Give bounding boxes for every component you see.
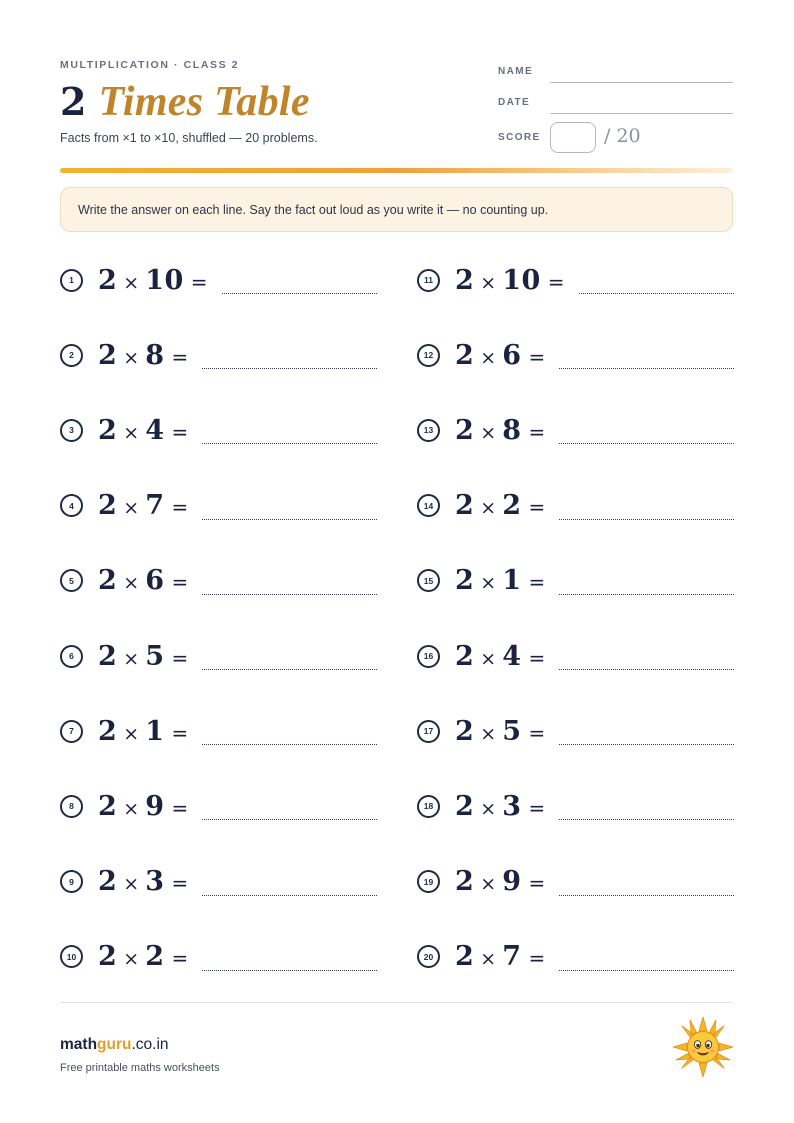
problem-number: 14 (417, 494, 440, 517)
brand-part-domain: .co.in (131, 1036, 169, 1053)
equals-sign: = (547, 269, 565, 294)
equals-sign: = (171, 946, 189, 971)
problem-item (417, 260, 734, 300)
problem-expression (455, 340, 545, 371)
problem-number: 3 (60, 419, 83, 442)
times-sign: × (480, 421, 497, 444)
answer-line[interactable] (559, 792, 734, 820)
answer-line[interactable] (202, 868, 377, 896)
score-total: / 20 (604, 125, 641, 147)
factor-b: 2 (145, 941, 165, 973)
factor-a: 2 (455, 790, 475, 822)
problem-item (60, 335, 377, 375)
times-sign: × (480, 346, 497, 369)
factor-a: 2 (98, 640, 118, 672)
factor-a: 2 (98, 339, 118, 371)
factor-b: 6 (502, 339, 522, 371)
problem-number: 18 (417, 795, 440, 818)
problem-expression (455, 941, 545, 972)
problem-number: 10 (60, 945, 83, 968)
answer-line[interactable] (559, 868, 734, 896)
answer-line[interactable] (202, 642, 377, 670)
problem-number: 12 (417, 344, 440, 367)
factor-b: 10 (502, 264, 541, 296)
factor-b: 1 (145, 715, 165, 747)
factor-a: 2 (455, 414, 475, 446)
problem-item (417, 862, 734, 902)
answer-line[interactable] (559, 642, 734, 670)
times-sign: × (123, 873, 140, 896)
equals-sign: = (171, 645, 189, 670)
date-label: DATE (498, 97, 531, 108)
problem-expression (98, 265, 208, 296)
problem-number: 6 (60, 645, 83, 668)
answer-line[interactable] (559, 717, 734, 745)
date-field[interactable] (550, 113, 733, 114)
times-sign: × (123, 572, 140, 595)
times-sign: × (123, 647, 140, 670)
factor-b: 2 (502, 490, 522, 522)
problem-number: 5 (60, 569, 83, 592)
equals-sign: = (528, 720, 546, 745)
problem-item (60, 862, 377, 902)
answer-line[interactable] (579, 266, 734, 294)
problem-expression (98, 490, 188, 521)
factor-b: 1 (502, 565, 522, 597)
factor-b: 7 (502, 941, 522, 973)
problem-item (60, 410, 377, 450)
problem-item (417, 711, 734, 751)
problem-number: 19 (417, 870, 440, 893)
answer-line[interactable] (202, 792, 377, 820)
times-sign: × (480, 647, 497, 670)
factor-b: 5 (145, 640, 165, 672)
equals-sign: = (528, 419, 546, 444)
equals-sign: = (171, 344, 189, 369)
equals-sign: = (171, 419, 189, 444)
problem-expression (455, 265, 565, 296)
times-sign: × (123, 421, 140, 444)
problem-item (417, 561, 734, 601)
factor-b: 3 (145, 866, 165, 898)
problem-number: 1 (60, 269, 83, 292)
answer-line[interactable] (559, 567, 734, 595)
equals-sign: = (528, 795, 546, 820)
factor-a: 2 (98, 715, 118, 747)
answer-line[interactable] (222, 266, 377, 294)
problem-expression (98, 641, 188, 672)
problem-item (60, 561, 377, 601)
problem-expression (455, 866, 545, 897)
problem-number: 9 (60, 870, 83, 893)
problem-number: 13 (417, 419, 440, 442)
equals-sign: = (528, 495, 546, 520)
times-sign: × (123, 497, 140, 520)
problem-expression (455, 791, 545, 822)
eyebrow-label: MULTIPLICATION · CLASS 2 (60, 59, 240, 71)
answer-line[interactable] (202, 717, 377, 745)
equals-sign: = (171, 871, 189, 896)
problem-expression (98, 716, 188, 747)
times-sign: × (480, 572, 497, 595)
title-words: Times Table (98, 79, 310, 125)
title-number: 2 (60, 79, 87, 124)
score-box[interactable] (550, 122, 596, 153)
equals-sign: = (171, 795, 189, 820)
problem-number: 2 (60, 344, 83, 367)
times-sign: × (123, 948, 140, 971)
problem-expression (98, 340, 188, 371)
answer-line[interactable] (202, 943, 377, 971)
factor-a: 2 (98, 790, 118, 822)
equals-sign: = (528, 871, 546, 896)
sun-icon (672, 1016, 734, 1078)
problem-item (60, 260, 377, 300)
answer-line[interactable] (202, 416, 377, 444)
answer-line[interactable] (202, 341, 377, 369)
equals-sign: = (171, 495, 189, 520)
times-sign: × (480, 797, 497, 820)
factor-b: 8 (502, 414, 522, 446)
answer-line[interactable] (559, 492, 734, 520)
times-sign: × (123, 271, 140, 294)
problem-item (417, 335, 734, 375)
factor-b: 4 (502, 640, 522, 672)
problem-expression (98, 565, 188, 596)
times-sign: × (123, 797, 140, 820)
answer-line[interactable] (559, 416, 734, 444)
answer-line[interactable] (202, 492, 377, 520)
brand-logo (60, 1036, 169, 1054)
factor-a: 2 (98, 565, 118, 597)
problem-expression (455, 716, 545, 747)
problem-item (417, 636, 734, 676)
equals-sign: = (171, 570, 189, 595)
problem-expression (98, 866, 188, 897)
problem-number: 4 (60, 494, 83, 517)
name-label: NAME (498, 66, 534, 77)
factor-b: 4 (145, 414, 165, 446)
factor-a: 2 (455, 565, 475, 597)
problem-item (60, 636, 377, 676)
factor-b: 9 (502, 866, 522, 898)
problem-item (60, 937, 377, 977)
answer-line[interactable] (559, 341, 734, 369)
factor-a: 2 (455, 640, 475, 672)
problem-expression (455, 565, 545, 596)
factor-a: 2 (455, 866, 475, 898)
brand-part-guru: guru (97, 1036, 132, 1053)
factor-b: 3 (502, 790, 522, 822)
subtitle: Facts from ×1 to ×10, shuffled — 20 problems. (60, 131, 318, 145)
problem-item (417, 486, 734, 526)
factor-a: 2 (98, 941, 118, 973)
problem-item (417, 786, 734, 826)
equals-sign: = (528, 570, 546, 595)
footer-tagline: Free printable maths worksheets (60, 1062, 220, 1074)
factor-a: 2 (98, 490, 118, 522)
problem-expression (98, 415, 188, 446)
problem-expression (455, 490, 545, 521)
factor-a: 2 (98, 866, 118, 898)
factor-b: 10 (145, 264, 184, 296)
problem-item (60, 486, 377, 526)
problem-expression (455, 415, 545, 446)
factor-a: 2 (455, 339, 475, 371)
instruction-box: Write the answer on each line. Say the fact out loud as you write it — no counting up. (60, 187, 733, 232)
problem-item (417, 410, 734, 450)
factor-b: 6 (145, 565, 165, 597)
equals-sign: = (528, 645, 546, 670)
factor-a: 2 (455, 941, 475, 973)
problem-number: 20 (417, 945, 440, 968)
problem-item (417, 937, 734, 977)
brand-part-math: math (60, 1036, 98, 1053)
answer-line[interactable] (559, 943, 734, 971)
problem-number: 7 (60, 720, 83, 743)
times-sign: × (123, 722, 140, 745)
times-sign: × (480, 497, 497, 520)
factor-b: 9 (145, 790, 165, 822)
problem-expression (455, 641, 545, 672)
times-sign: × (123, 346, 140, 369)
factor-b: 7 (145, 490, 165, 522)
factor-a: 2 (455, 490, 475, 522)
factor-a: 2 (98, 414, 118, 446)
problem-expression (98, 941, 188, 972)
footer-divider (60, 1002, 733, 1003)
score-label: SCORE (498, 132, 541, 143)
factor-b: 5 (502, 715, 522, 747)
times-sign: × (480, 948, 497, 971)
problem-number: 8 (60, 795, 83, 818)
equals-sign: = (190, 269, 208, 294)
equals-sign: = (528, 946, 546, 971)
problem-number: 11 (417, 269, 440, 292)
problem-number: 17 (417, 720, 440, 743)
accent-bar (60, 168, 733, 173)
page-title (60, 78, 310, 124)
times-sign: × (480, 271, 497, 294)
equals-sign: = (528, 344, 546, 369)
times-sign: × (480, 722, 497, 745)
factor-a: 2 (455, 264, 475, 296)
factor-a: 2 (455, 715, 475, 747)
problem-expression (98, 791, 188, 822)
problem-number: 15 (417, 569, 440, 592)
times-sign: × (480, 873, 497, 896)
equals-sign: = (171, 720, 189, 745)
answer-line[interactable] (202, 567, 377, 595)
factor-a: 2 (98, 264, 118, 296)
problem-item (60, 786, 377, 826)
name-field[interactable] (550, 82, 733, 83)
factor-b: 8 (145, 339, 165, 371)
problem-item (60, 711, 377, 751)
problem-number: 16 (417, 645, 440, 668)
